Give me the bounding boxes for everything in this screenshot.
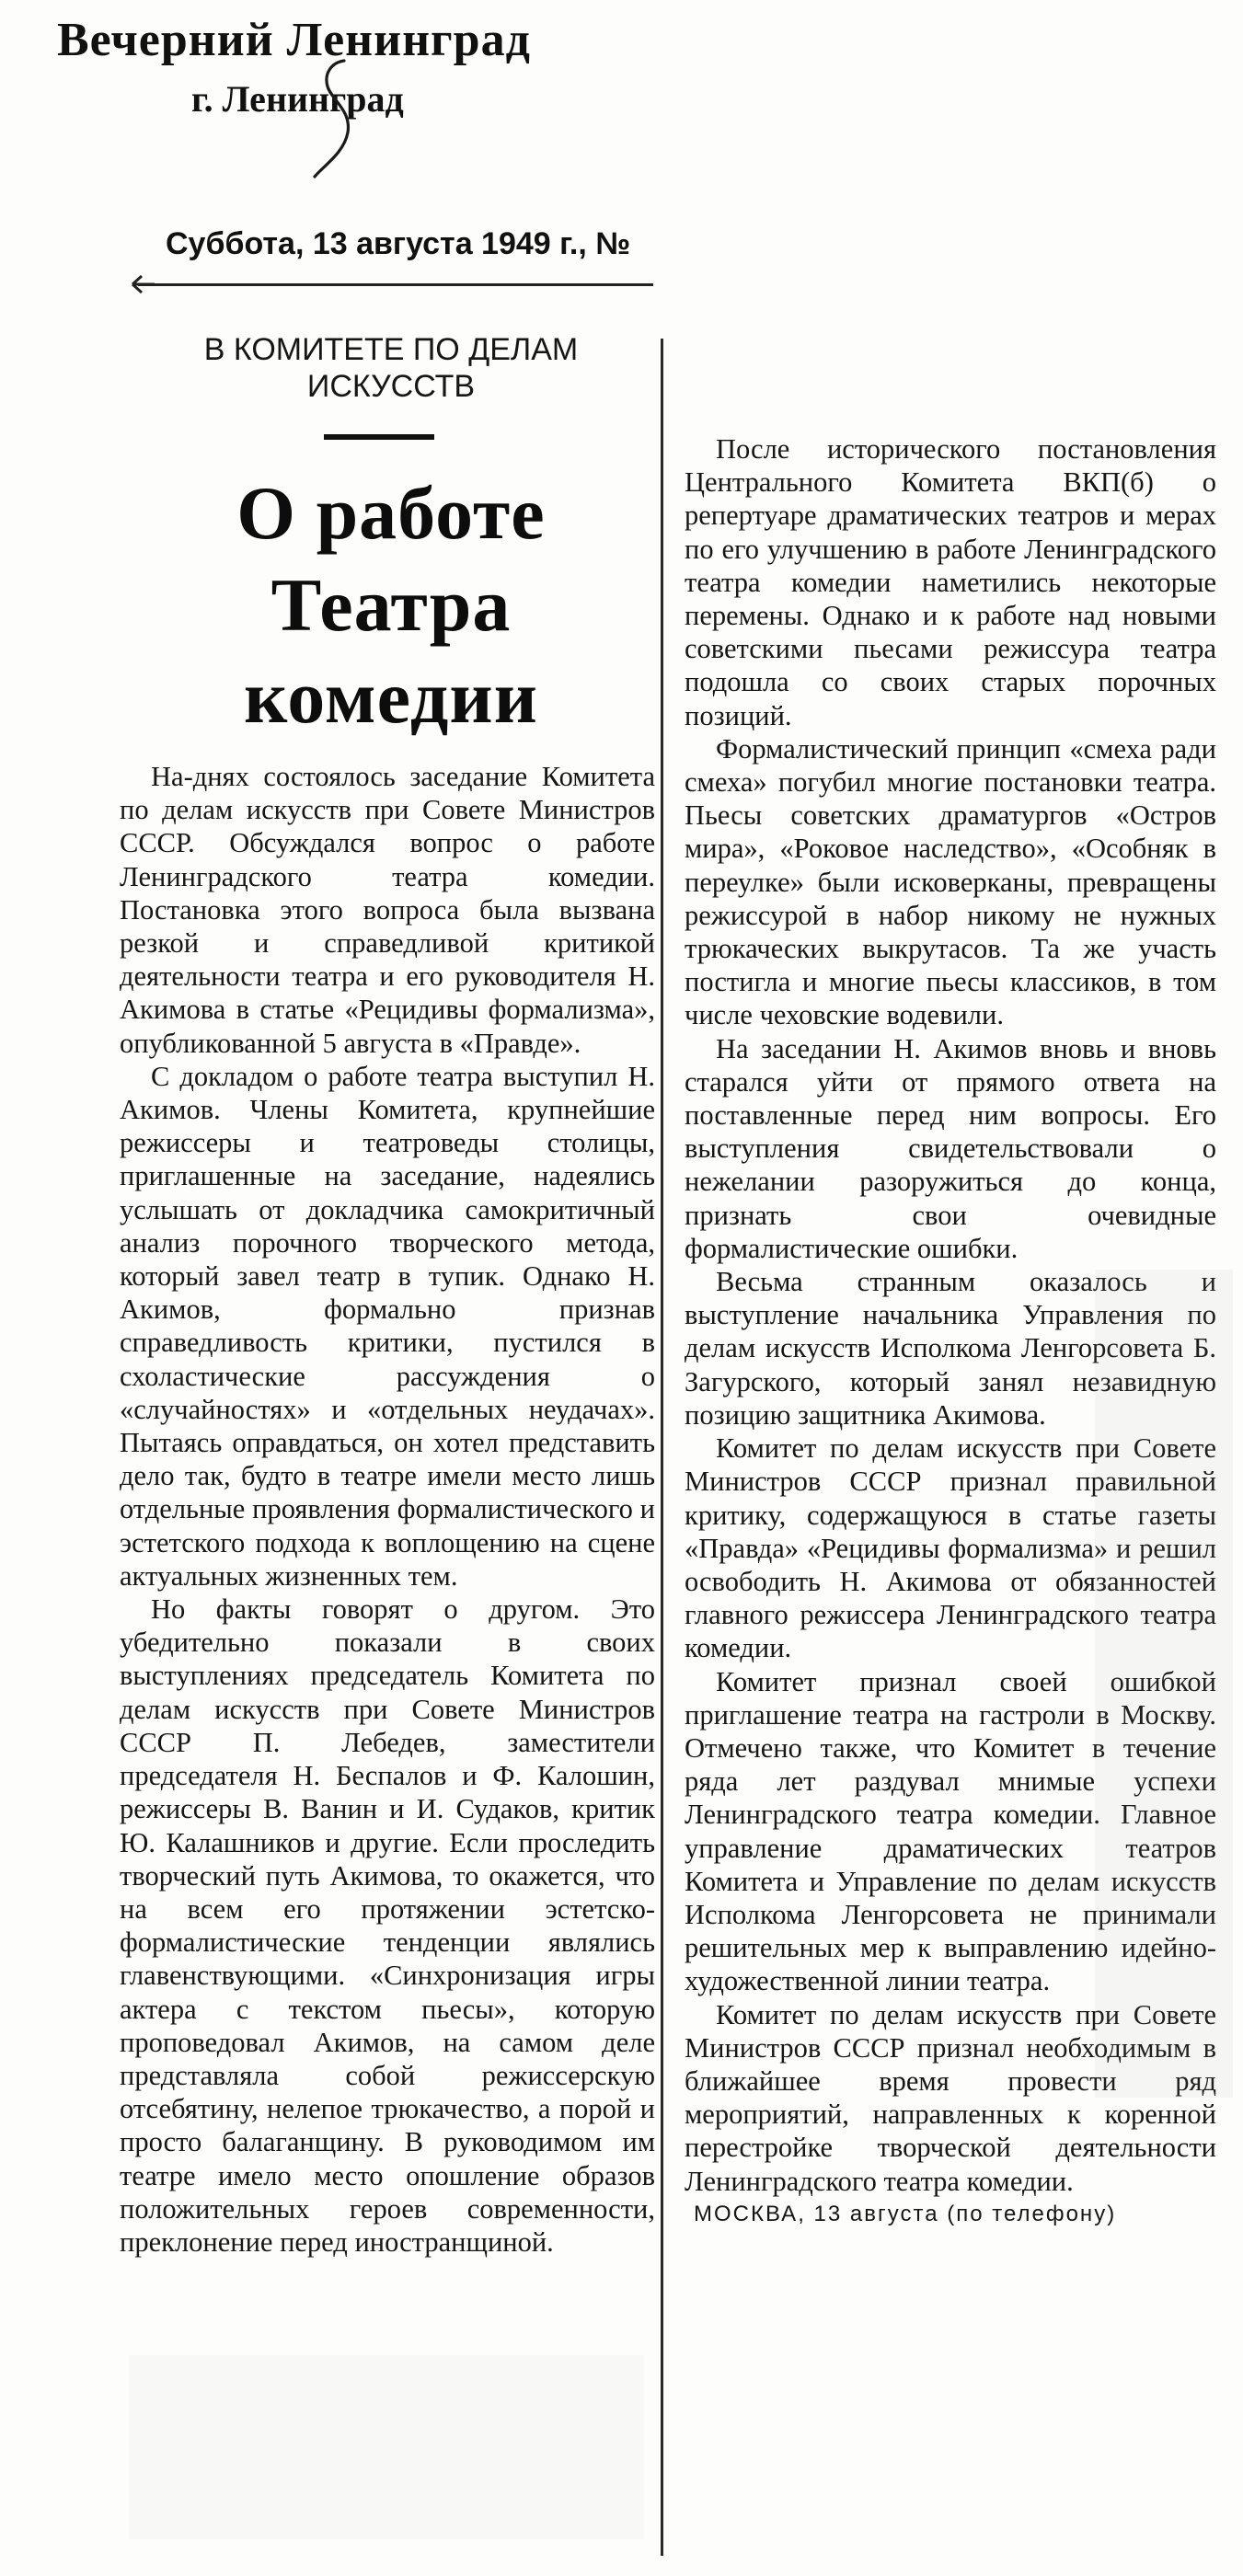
arrow-left-icon xyxy=(129,272,156,296)
paragraph: Но факты говорят о другом. Это убедительно показали в своих выступлениях председатель Комитета по делам искусств при Совете Министров СССР П. Лебедев, заместители председателя Н. Беспалов и Ф. Калошин, режиссеры В. Ванин и И. Судаков, критик Ю. Калашников и другие. Если проследить творческий путь Акимова, то окажется, что на всем его протяжении эстетско-формалистические тенденции являлись главенствующими. «Синхронизация игры актера с текстом пьесы», которую проповедовал Акимов, на самом деле представляла собой режиссерскую отсебятину, нелепое трюкачество, а порой и просто балаганщину. В руководимом им театре имело место опошление образов положительных героев современности, преклонение перед иностранщиной. xyxy=(120,1593,655,2258)
paragraph: С докладом о работе театра выступил Н. Акимов. Члены Комитета, крупнейшие режиссеры и театроведы столицы, приглашенные на заседание, надеялись услышать от докладчика самокритичный анализ порочного творческого метода, который завел театр в тупик. Однако Н. Акимов, формально признав справедливость критики, пустился в схоластические рассуждения о «случайностях» и «отдельных неудачах». Пытаясь оправдаться, он хотел представить дело так, будто в театре имели место лишь отдельные проявления формалистического и эстетского подхода к воплощению на сцене актуальных жизненных тем. xyxy=(120,1060,655,1592)
article-end-dateline: МОСКВА, 13 августа (по телефону) xyxy=(694,2201,1117,2226)
handwritten-mark-icon xyxy=(304,55,359,184)
article-column-right xyxy=(685,432,1216,2231)
masthead-city: г. Ленинград xyxy=(191,78,404,120)
paragraph: На заседании Н. Акимов вновь и вновь старался уйти от прямого ответа на поставленные перед ним вопросы. Его выступления свидетельствовали о нежелании разоружиться до конца, признать свои очевидные формалистические ошибки. xyxy=(685,1032,1216,1264)
paragraph: Комитет признал своей ошибкой приглашение театра на гастроли в Москву. Отмечено также, что Комитет в течение ряда лет раздувал мнимые успехи Ленинградского театра комедии. Главное управление драматических театров Комитета и Управление по делам искусств Исполкома Ленгорсовета не принимали решительных мер к выправлению идейно-художественной линии театра. xyxy=(685,1665,1216,1997)
paragraph: После исторического постановления Центрального Комитета ВКП(б) о репертуаре драматических театров и мерах по его улучшению в работе Ленинградского театра комедии наметились некоторые перемены. Однако и к работе над новыми советскими пьесами режиссура театра подошла со своих старых порочных позиций. xyxy=(685,433,1216,731)
paragraph: Формалистический принцип «смеха ради смеха» погубил многие постановки театра. Пьесы советских драматургов «Остров мира», «Роковое наследство», «Особняк в переулке» были исковерканы, превращены режиссурой в набор никому не нужных трюкаческих выкрутасов. Та же участь постигла и многие пьесы классиков, в том числе чеховские водевили. xyxy=(685,732,1216,1031)
article-column-left xyxy=(120,760,655,2259)
article-rubric: В КОМИТЕТЕ ПО ДЕЛАМ ИСКУССТВ xyxy=(203,332,579,404)
paragraph: Комитет по делам искусств при Совете Министров СССР признал правильной критику, содержащуюся в статье газеты «Правда» «Рецидивы формализма» и решил освободить Н. Акимова от обязанностей главного режиссера Ленинградского театра комедии. xyxy=(685,1432,1216,1664)
column-divider xyxy=(661,339,663,2556)
paragraph: Весьма странным оказалось и выступление начальника Управления по делам искусств Исполкома Ленгорсовета Б. Загурского, который занял незавидную позицию защитника Акимова. xyxy=(685,1266,1216,1431)
article-headline: О работе Театра комедии xyxy=(236,471,546,739)
paragraph: На-днях состоялось заседание Комитета по делам искусств при Совете Министров СССР. Обсуждался вопрос о работе Ленинградского театра комедии. Постановка этого вопроса была вызвана резкой и справедливой критикой деятельности театра и его руководителя Н. Акимова в статье «Рецидивы формализма», опубликованной 5 августа в «Правде». xyxy=(120,761,655,1059)
issue-dateline: Суббота, 13 августа 1949 г., № xyxy=(166,226,631,261)
paragraph: Комитет по делам искусств при Совете Министров СССР признал необходимым в ближайшее время провести ряд мероприятий, направленных к коренной перестройке творческой деятельности Ленинградского театра комедии. xyxy=(685,1998,1216,2197)
masthead-title: Вечерний Ленинград xyxy=(57,14,531,66)
dateline-rule xyxy=(138,283,653,286)
headline-rule xyxy=(324,434,434,440)
